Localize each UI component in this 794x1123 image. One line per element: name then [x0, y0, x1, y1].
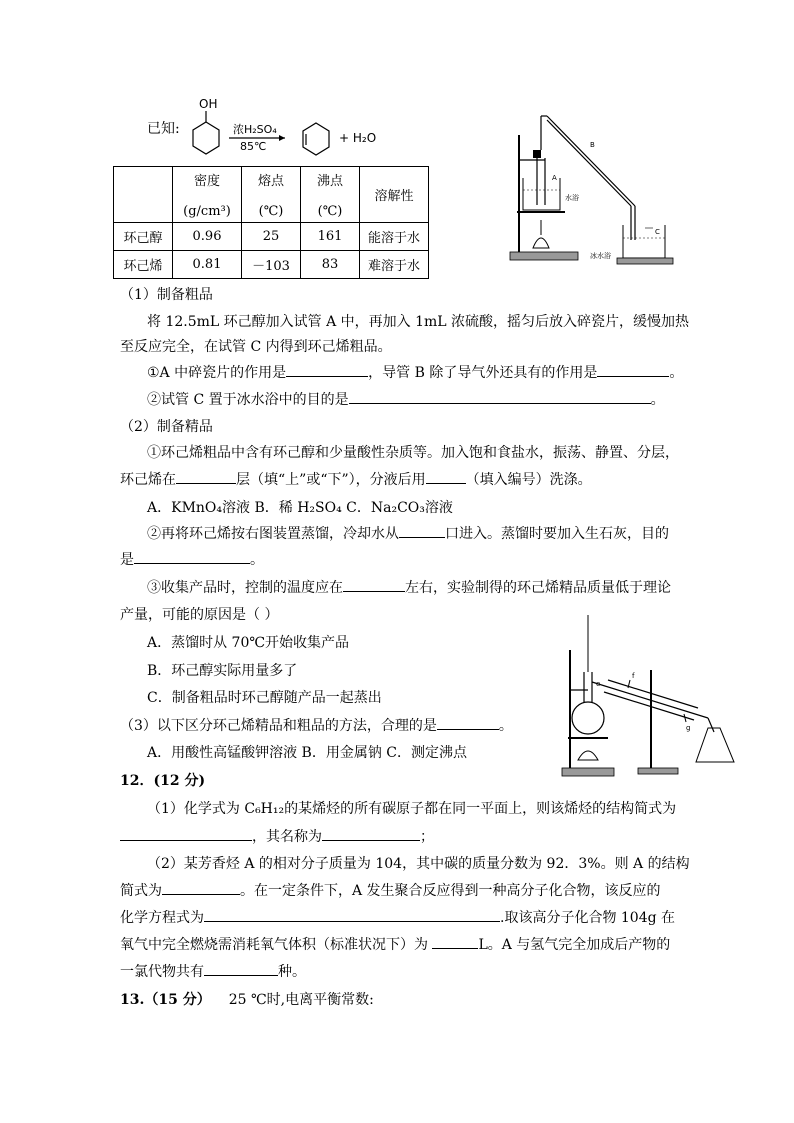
answer-blank[interactable]	[162, 880, 240, 895]
answer-blank[interactable]	[204, 961, 278, 976]
question-1b: ②试管 C 置于冰水浴中的目的是 。	[147, 389, 665, 409]
table-cell: 环己烯	[114, 251, 173, 279]
table-cell: 0.81	[173, 251, 242, 279]
part1-title: （1）制备粗品	[120, 287, 213, 303]
q12-title: 12．(12 分)	[120, 773, 206, 789]
cyclohexene-ring	[303, 123, 329, 155]
answer-blank[interactable]	[322, 826, 420, 841]
answer-blank[interactable]	[432, 934, 478, 949]
ice-bath-label: 冰水浴	[590, 252, 611, 260]
answer-blank[interactable]	[597, 362, 669, 377]
q12-part1-line1: （1）化学式为 C₆H₁₂的某烯烃的所有碳原子都在同一平面上，则该烯烃的结构简式为	[147, 801, 677, 817]
label-g: g	[686, 724, 691, 732]
preparation-apparatus-diagram	[505, 110, 680, 270]
table-cell: －103	[242, 251, 301, 279]
option-b: B．环己醇实际用量多了	[147, 663, 298, 679]
question-2c-line2: 产量，可能的原因是（ ）	[120, 607, 279, 623]
answer-blank[interactable]	[204, 907, 500, 922]
answer-blank[interactable]	[176, 469, 236, 484]
water-bath-label: 水浴	[565, 194, 579, 202]
q13-line	[120, 989, 374, 1009]
part2-title: （2）制备精品	[120, 419, 213, 435]
question-2a-line1: ①环己烯粗品中含有环己醇和少量酸性杂质等。加入饱和食盐水，振荡、静置、分层，	[147, 445, 679, 461]
question-2b-line1: ②再将环己烯按右图装置蒸馏，冷却水从 口进入。蒸馏时要加入生石灰，目的	[147, 523, 669, 543]
answer-blank[interactable]	[437, 715, 499, 730]
label-c: C	[655, 228, 660, 236]
distillation-apparatus-diagram	[558, 610, 748, 780]
table-cell: 83	[301, 251, 360, 279]
question-2a-line2: 环己烯在 层（填“上”或“下”），分液后用 （填入编号）洗涤。	[120, 469, 592, 489]
cyclohexanol-ring	[193, 122, 219, 154]
answer-blank[interactable]	[286, 362, 368, 377]
label-e: e	[596, 680, 601, 688]
part3-options: A．用酸性高锰酸钾溶液 B．用金属钠 C．测定沸点	[147, 745, 468, 761]
table-row	[114, 223, 429, 251]
table-cell: 难溶于水	[360, 251, 429, 279]
table-cell: 161	[301, 223, 360, 251]
table-header-cell: 沸点 (℃)	[301, 167, 360, 223]
q12-part2-line2: 简式为 。在一定条件下，A 发生聚合反应得到一种高分子化合物，该反应的	[120, 880, 661, 900]
plus-water: + H₂O	[339, 131, 377, 145]
option-a: A．蒸馏时从 70℃开始收集产品	[147, 635, 350, 651]
option-c: C．制备粗品时环己醇随产品一起蒸出	[147, 690, 382, 706]
q13-text: 25 ℃时,电离平衡常数:	[228, 992, 374, 1008]
table-header-cell: 熔点 (℃)	[242, 167, 301, 223]
table-cell: 25	[242, 223, 301, 251]
answer-blank[interactable]	[426, 469, 466, 484]
q12-part1-line2: ，其名称为 ；	[120, 826, 434, 846]
label-b: B	[590, 141, 595, 149]
label-f: f	[632, 672, 635, 680]
table-cell: 0.96	[173, 223, 242, 251]
table-header-cell: 密度 (g/cm³)	[173, 167, 242, 223]
label-a: A	[552, 174, 557, 182]
question-1a: ①A 中碎瓷片的作用是 ，导管 B 除了导气外还具有的作用是 。	[147, 362, 683, 382]
q12-part2-line4: 氧气中完全燃烧需消耗氧气体积（标准状况下）为 L。A 与氢气完全加成后产物的	[120, 934, 670, 954]
question-2c-line1: ③收集产品时，控制的温度应在 左右，实验制得的环己烯精品质量低于理论	[147, 577, 671, 597]
table-cell: 能溶于水	[360, 223, 429, 251]
table-header-cell	[114, 167, 173, 223]
question-2b-line2: 是 。	[120, 549, 264, 569]
reaction-scheme	[185, 92, 385, 162]
answer-blank[interactable]	[349, 389, 651, 404]
table-row	[114, 251, 429, 279]
part3-question: （3）以下区分环己烯精品和粗品的方法，合理的是 。	[120, 715, 513, 735]
table-header-cell: 溶解性	[360, 167, 429, 223]
q12-part2-line3: 化学方程式为 .取该高分子化合物 104g 在	[120, 907, 675, 927]
answer-blank[interactable]	[134, 549, 250, 564]
question-2a-options: A．KMnO₄溶液 B．稀 H₂SO₄ C．Na₂CO₃溶液	[147, 500, 453, 516]
q13-title: 13.（15 分）	[120, 992, 211, 1008]
table-cell: 环己醇	[114, 223, 173, 251]
q12-part2-line5: 一氯代物共有 种。	[120, 961, 306, 981]
oh-group-label: OH	[199, 97, 218, 111]
answer-blank[interactable]	[399, 523, 445, 538]
condition-top: 浓H₂SO₄	[233, 123, 277, 136]
part1-text-line2: 至反应完全，在试管 C 内得到环己烯粗品。	[120, 339, 392, 355]
property-table	[113, 166, 429, 279]
part1-text-line1: 将 12.5mL 环己醇加入试管 A 中，再加入 1mL 浓硫酸，摇匀后放入碎瓷片，缓慢加热	[147, 314, 690, 330]
condition-bottom: 85℃	[240, 140, 267, 153]
answer-blank[interactable]	[120, 826, 252, 841]
q12-part2-line1: （2）某芳香烃 A 的相对分子质量为 104，其中碳的质量分数为 92．3%。则 A 的结构	[147, 856, 690, 872]
known-label: 已知:	[147, 121, 180, 137]
answer-blank[interactable]	[343, 577, 405, 592]
